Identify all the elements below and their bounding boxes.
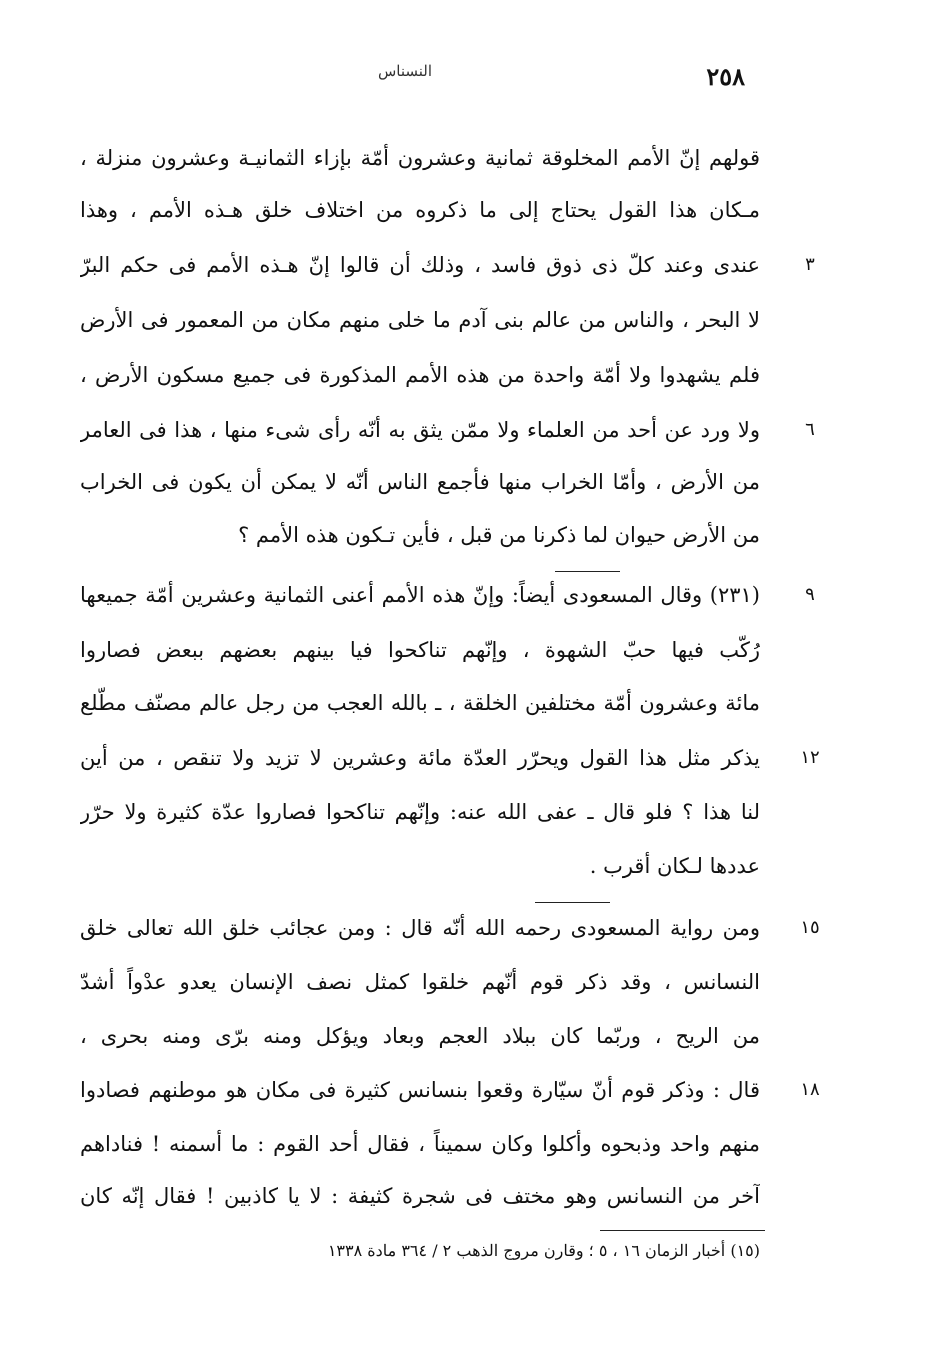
text-line: منهم واحد وذبحوه وأكلوا وكان سميناً ، فقال أحد القوم : ما أسمنه ! فناداهم (80, 1132, 760, 1156)
text-line: يذكر مثل هذا القول ويحرّر العدّة مائة وعشرين لا تزيد ولا تنقص ، من أين (80, 746, 760, 770)
text-line: من الريح ، وربّما كان ببلاد العجم وبعاد ويؤكل ومنه برّى ومنه بحرى ، (80, 1024, 760, 1048)
line-number: ١٨ (800, 1079, 820, 1100)
text-line: قال : وذكر قوم أنّ سيّارة وقعوا بنسانس كثيرة فى مكان هو موطنهم فصادوا (80, 1078, 760, 1102)
text-line: عددها لـكان أقرب . (589, 854, 760, 878)
underline-mark (555, 571, 620, 572)
line-number: ١٥ (800, 917, 820, 938)
text-line: رُكّب فيها حبّ الشهوة ، وإنّهم تناكحوا فيا بينهم بعضهم ببعض فصاروا (80, 638, 760, 662)
underline-mark (535, 902, 610, 903)
text-line: عندى وعند كلّ ذى ذوق فاسد ، وذلك أن قالوا إنّ هـذه الأمم فى حكم البرّ (80, 253, 760, 277)
text-line: (٢٣١) وقال المسعودى أيضاً: وإنّ هذه الأمم أعنى الثمانية وعشرين أمّة جميعها (80, 583, 760, 607)
text-line: مائة وعشرون أمّة مختلفين الخلقة ، ـ بالله العجب من رجل عالم مصنّف مطّلع (80, 691, 760, 715)
footnote-divider (600, 1230, 765, 1231)
text-line: من الأرض ، وأمّا الخراب منها فأجمع الناس أنّه لا يمكن أن يكون فى الخراب (80, 470, 760, 494)
line-number: ٣ (805, 254, 815, 275)
text-line: مـكان هذا القول يحتاج إلى ما ذكروه من اختلاف خلق هـذه الأمم ، وهذا (80, 198, 760, 222)
text-line: النسانس ، وقد ذكر قوم أنّهم خلقوا كمثل نصف الإنسان يعدو عدْواً أشدّ (80, 970, 760, 994)
page-number: ٢٥٨ (706, 62, 745, 91)
text-line: فلم يشهدوا ولا أمّة واحدة من هذه الأمم المذكورة فى جميع مسكون الأرض ، (80, 363, 760, 387)
text-line: لا البحر ، والناس من عالم بنى آدم ما خلى منهم مكان من المعمور فى الأرض (80, 308, 760, 332)
text-line: آخر من النسانس وهو مختف فى شجرة كثيفة : لا يا كاذبين ! فقال إنّه كان (80, 1184, 760, 1208)
running-title: النسناس (377, 62, 433, 80)
text-line: من الأرض حيوان لما ذكرنا من قبل ، فأين تـكون هذه الأمم ؟ (238, 523, 760, 547)
footnote: (١٥) أخبار الزمان ١٦ ، ٥ ؛ وقارن مروج الذهب ٢ / ٣٦٤ مادة ١٣٣٨ (327, 1241, 760, 1260)
line-number: ١٢ (800, 747, 820, 768)
text-line: ولا ورد عن أحد من العلماء ولا ممّن يثق به أنّه رأى شىء منها ، هذا فى العامر (80, 418, 760, 442)
text-line: لنا هذا ؟ فلو قال ـ عفى الله عنه: وإنّهم تناكحوا فصاروا عدّة كثيرة ولا حرّر (80, 800, 760, 824)
text-line: قولهم إنّ الأمم المخلوقة ثمانية وعشرون أمّة بإزاء الثمانيـة وعشرون منزلة ، (80, 146, 760, 170)
text-line: ومن رواية المسعودى رحمه الله أنّه قال : ومن عجائب خلق الله تعالى خلق (80, 916, 760, 940)
line-number: ٩ (805, 584, 815, 605)
line-number: ٦ (805, 419, 815, 440)
